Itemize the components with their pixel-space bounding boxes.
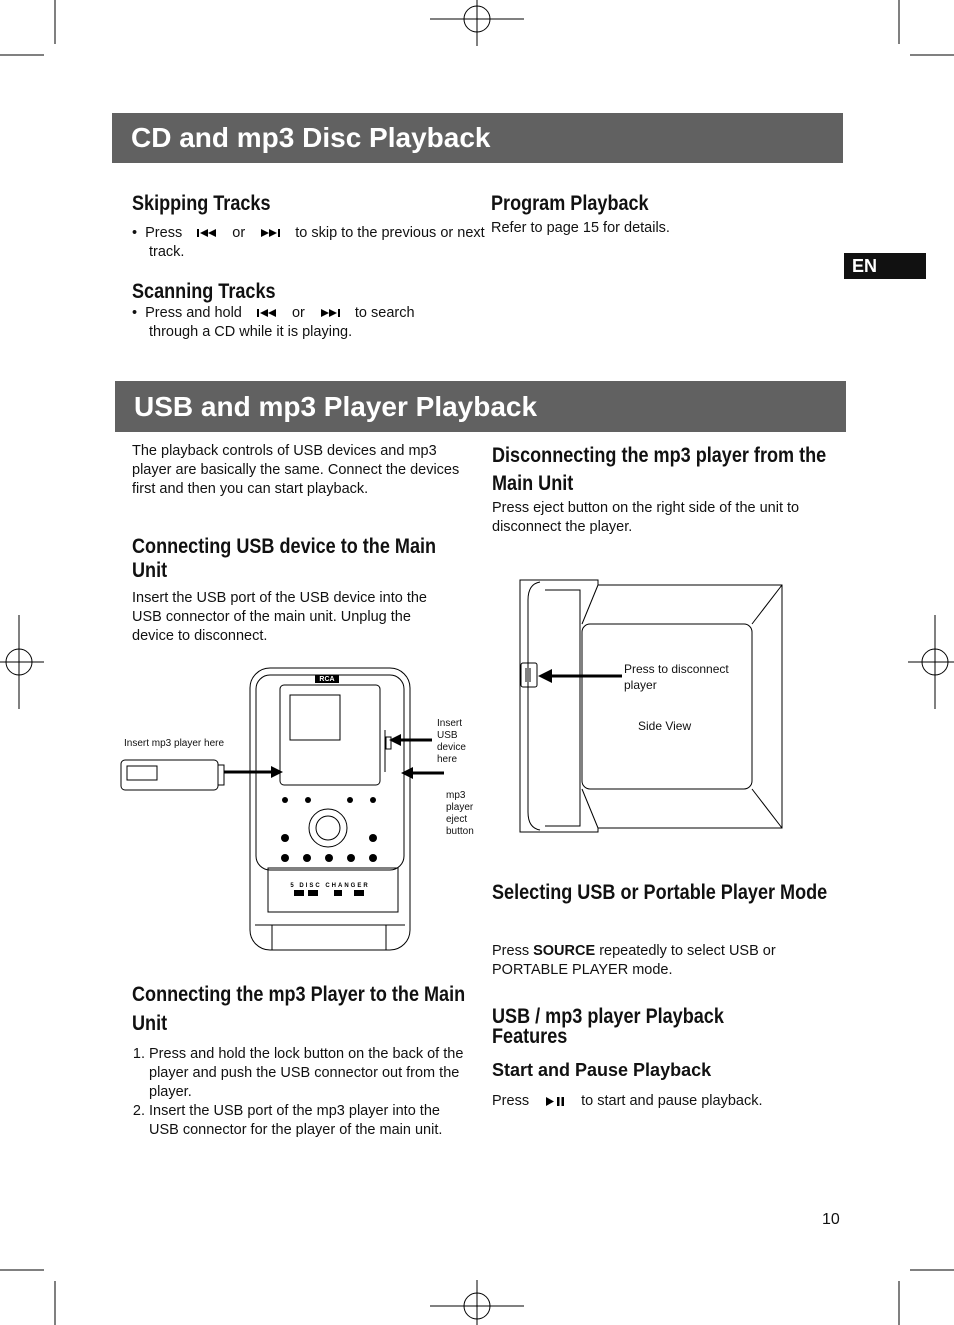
section-banner-cd [112, 113, 843, 163]
front-unit-diagram [118, 665, 484, 955]
heading-playback-features: USB / mp3 player Playback Features [492, 1005, 724, 1048]
source-key-label: SOURCE [533, 943, 596, 959]
scanning-instruction: • Press and hold or to search through a CD while it is playing. [132, 305, 415, 340]
registration-mark-icon [908, 615, 954, 709]
heading-connecting-usb: Connecting USB device to the Main Unit [132, 535, 437, 582]
connect-usb-text: Insert the USB port of the USB device into the USB connector of the main unit. Unplug the device to disconnect. [132, 590, 427, 644]
skip-back-icon [256, 309, 278, 317]
heading-disconnecting: Disconnecting the mp3 player from the Main Unit [492, 444, 827, 495]
step-item: 1. Press and hold the lock button on the back of the player and push the USB connector out from the player. [149, 1045, 472, 1102]
label-insert-mp3: Insert mp3 player here [124, 738, 225, 749]
registration-mark-icon [0, 615, 44, 709]
page-number: 10 [822, 1211, 840, 1228]
brand-logo: RCA [319, 676, 335, 683]
section-banner-usb [115, 381, 846, 432]
skip-forward-icon [319, 309, 341, 317]
usb-intro: The playback controls of USB devices and mp3 player are basically the same. Connect the devices first and then you can start playback. [132, 443, 460, 497]
label-press-disconnect: Press to disconnect player [624, 662, 729, 692]
heading-selecting-mode: Selecting USB or Portable Player Mode [492, 881, 828, 904]
disconnect-text: Press eject button on the right side of the unit to disconnect the player. [492, 500, 800, 535]
label-side-view: Side View [638, 719, 692, 733]
registration-mark-icon [430, 1280, 524, 1325]
program-text: Refer to page 15 for details. [491, 220, 670, 236]
play-pause-icon [545, 1097, 565, 1106]
section-title: CD and mp3 Disc Playback [131, 122, 491, 153]
label-eject-button: mp3 player eject button [446, 790, 474, 837]
connect-mp3-steps [132, 1045, 472, 1140]
heading-program-playback: Program Playback [491, 192, 649, 215]
skipping-instruction: • Press or to skip to the previous or next track. [132, 225, 485, 260]
step-item: 2. Insert the USB port of the mp3 player into the USB connector for the player of the main unit. [149, 1102, 472, 1140]
skip-forward-icon [259, 229, 281, 237]
subheading-start-pause: Start and Pause Playback [492, 1060, 712, 1080]
language-tab: EN [844, 253, 926, 279]
select-mode-text: Press SOURCE repeatedly to select USB or PORTABLE PLAYER mode. [492, 943, 776, 978]
heading-scanning-tracks: Scanning Tracks [132, 280, 276, 303]
label-insert-usb: Insert USB device here [437, 718, 466, 765]
heading-connecting-mp3: Connecting the mp3 Player to the Main Unit [132, 983, 466, 1035]
heading-skipping-tracks: Skipping Tracks [132, 192, 271, 215]
changer-label: 5 DISC CHANGER [290, 883, 370, 889]
registration-mark-icon [430, 0, 524, 46]
side-view-diagram [512, 575, 788, 835]
start-pause-text: Press to start and pause playback. [492, 1093, 763, 1109]
section-title: USB and mp3 Player Playback [134, 390, 538, 422]
skip-back-icon [196, 229, 218, 237]
